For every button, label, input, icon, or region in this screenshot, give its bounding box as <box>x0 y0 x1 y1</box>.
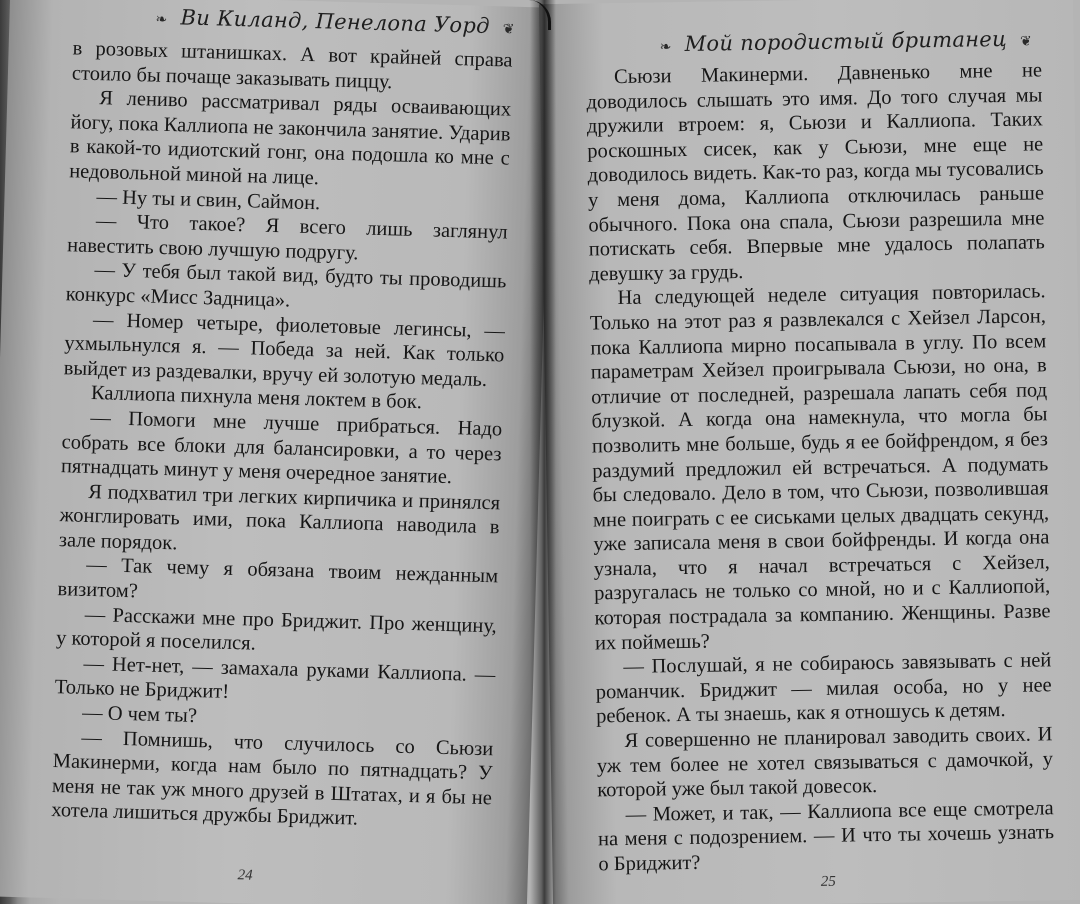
paragraph: Я лениво рассматривал ряды осваивающих йогу, пока Каллиопа не закончила занятие. Ударив в какой-то идиотский гонг, она подошла ко мне с недовольной миной на лице. <box>68 87 512 190</box>
left-page-text <box>51 36 513 835</box>
right-running-head <box>653 26 1038 56</box>
paragraph: — Послушай, я не собираюсь завязывать с ней романчик. Бриджит — милая особа, но у нее ребенок. А ты знаешь, как я отношусь к детям. <box>595 649 1052 728</box>
right-page <box>539 0 1080 904</box>
paragraph: — Может, и так, — Каллиопа все еще смотрела на меня с подозрением. — И что ты хочешь узнать о Бриджит? <box>597 797 1055 876</box>
paragraph: — Нет-нет, — замахала руками Каллиопа. — Только не Бриджит! <box>54 652 496 704</box>
right-page-number: 25 <box>820 873 836 890</box>
ornament-right-icon: ❦ <box>1019 33 1033 50</box>
paragraph: На следующей неделе ситуация повторилась. Только на этот раз я развлекался с Хейзел Ларсон, пока Каллиопа мирно посапывала в углу. По всем параметрам Хейзел проигрывала Сьюзи, но она, в отличие от последней, разрешала лапать себя под блузкой. А когда она намекнула, что могла бы позволить мне больше, будь я ее бойфрендом, я без раздумий предложил ей встречаться. А подумать бы следовало. Дело в том, что Сьюзи, позволившая мне поиграть с ее сиськами целых двадцать секунд, уже записала меня в свои бойфренды. И когда она узнала, что я начал встречаться с Хейзел, разругалась не только со мной, но и с Каллиопой, которая пострадала за компанию. Женщины. Разве их поймешь? <box>589 280 1051 655</box>
paragraph: — Расскажи мне про Бриджит. Про женщину, у которой я поселился. <box>55 603 498 655</box>
paragraph: — Номер четыре, фиолетовые легинсы, — ухмыльнулся я. — Победа за ней. Как только выйдет из раздевалки, вручу ей золотую медаль. <box>63 308 506 391</box>
paragraph: — Что такое? Я всего лишь заглянул навестить свою лучшую подругу. <box>66 210 508 265</box>
paragraph: — Так чему я обязана твоим нежданным визитом? <box>57 554 499 603</box>
paragraph: — Ну ты и свин, Саймон. <box>96 185 321 214</box>
left-running-head <box>149 4 521 38</box>
left-running-head-title: Ви Киланд, Пенелопа Уорд <box>180 5 491 38</box>
paragraph: Сьюзи Макинерми. Давненько мне не доводилось слышать это имя. До того случая мы дружили втроем: я, Сьюзи и Каллиопа. Таких роскошных сисек, как у Сьюзи, мне еще не доводилось видеть. Как-то раз, когда мы тусовались у меня дома, Каллиопа отключилась раньше обычного. Пока она спала, Сьюзи разрешила мне потискать себя. Впервые мне удалось полапать девушку за грудь. <box>586 59 1045 286</box>
paragraph: — У тебя был такой вид, будто ты проводишь конкурс «Мисс Задница». <box>65 259 507 312</box>
paragraph: — Помнишь, что случилось со Сьюзи Макинерми, когда нам было по пятнадцать? У меня не так уж много друзей в Штатах, и я бы не хотела лишиться дружбы Бриджит. <box>51 726 494 831</box>
right-running-head-title: Мой породистый британец <box>684 26 1008 56</box>
paragraph: Я подхватил три легких кирпичика и принялся жонглировать ими, пока Каллиопа наводила в зале порядок. <box>58 480 501 555</box>
right-page-text <box>586 58 1055 877</box>
paragraph: Я совершенно не планировал заводить своих. И уж тем более не хотел связываться с дамочкой, у которой уже был такой довесок. <box>596 723 1054 802</box>
paragraph: — О чем ты? <box>81 701 198 728</box>
paragraph: — Помоги мне лучше прибраться. Надо собрать все блоки для балансировки, а то через пятнадцать минут у меня очередное занятие. <box>60 406 503 489</box>
ornament-left-icon: ❧ <box>155 11 168 28</box>
left-page-number: 24 <box>237 867 253 884</box>
paragraph: в розовых штанишках. А вот крайней справа стоило бы почаще заказывать пиццу. <box>71 37 513 93</box>
ornament-left-icon: ❧ <box>659 39 672 56</box>
paragraph: Каллиопа пихнула меня локтем в бок. <box>90 382 423 414</box>
ornament-right-icon: ❦ <box>502 21 515 38</box>
